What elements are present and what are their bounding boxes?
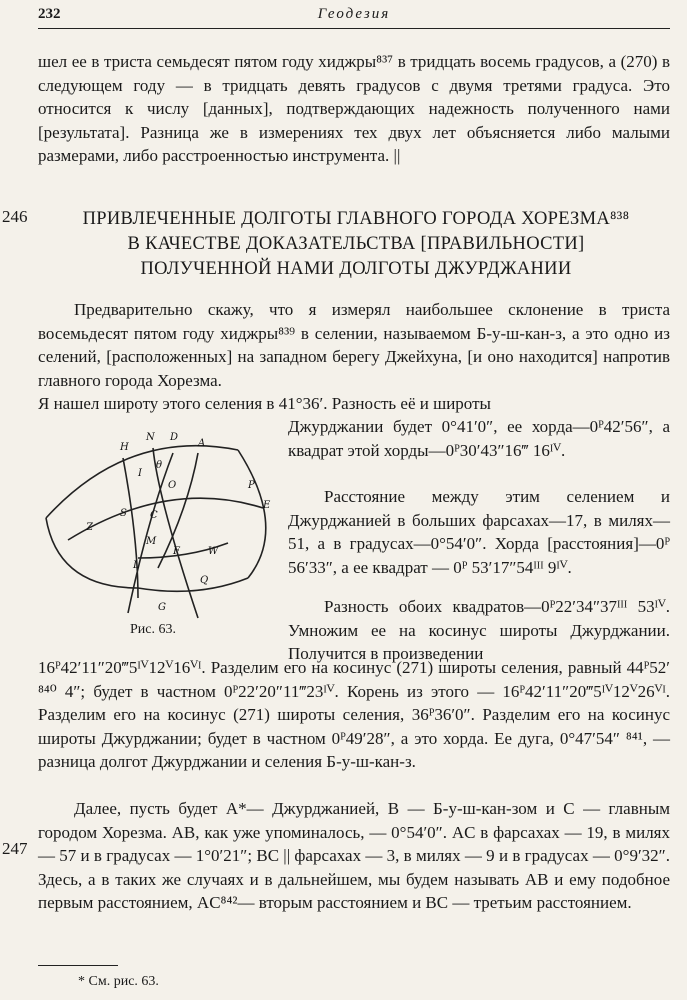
label-n: N [146, 432, 155, 443]
arc-meridian-2 [153, 448, 198, 618]
spherical-diagram [38, 428, 278, 628]
footnote: * См. рис. 63. [78, 974, 159, 989]
margin-number-247: 247 [2, 839, 28, 858]
header-rule [38, 28, 670, 29]
right-column-text-1: Джурджании будет 0°41′0″, ее хорда—0ᴾ42′56″, а квадрат этой хорды—0ᴾ30′43″16‴ 16ᴵⱽ. [288, 417, 670, 460]
page-number: 232 [38, 6, 61, 22]
paragraph-definitions: Далее, пусть будет A*— Джурджанией, B — Б-у-ш-кан-зом и C — главным городом Хорезма. AB, как уже упоминалось, — 0°54′0″. AC в фарсахах — 19, в милях — 57 и в градусах — 1°0′21″; BC || фарсахах — 3, в милях — 9 и в градусах — 0°9′32″. Здесь, а в таких же случаях и в дальнейшем, мы будем называть AB и ему подобное первым расстоянием, AC⁸⁴²— вторым расстоянием и BC — третьим расстоянием. [38, 799, 670, 912]
arc-outer-right [238, 450, 266, 578]
figure-caption: Рис. 63. [130, 622, 176, 637]
heading-line-2: В КАЧЕСТВЕ ДОКАЗАТЕЛЬСТВА [ПРАВИЛЬНОСТИ] [127, 234, 585, 254]
paragraph-computation: 16ᴾ42′11″20‴5ᴵⱽ12ⱽ16ⱽᴵ. Разделим его на косинус (271) широты селения, равный 44ᴾ52′ ⁸⁴⁰ 4″; будет в частном 0ᴾ22′20″11‴23ᴵⱽ. Корень из этого — 16ᴾ42′11″20‴5ᴵⱽ12ⱽ26ⱽᴵ. Разделим его на косинус (271) широты селения, 36ᴾ36′0″. Разделим его на косинус широты Джурджании; будет в частном 0ᴾ49′28″, а это хорда. Ее дуга, 0°47′54″ ⁸⁴¹, — разница долгот Джурджании и селения Б-у-ш-кан-з. [38, 658, 670, 771]
label-a: A [198, 438, 206, 449]
paragraph-continuation: шел ее в триста семьдесят пятом году хиджры⁸³⁷ в тридцать восемь градусов, а (270) в следующем году — в тридцать девять градусов с двумя третями градуса. Это относится к числу [данных], подтверждающих надежность полученного нами [результата]. Разница же в измерениях тех двух лет объясняется либо малыми размерами, либо расстроенностью инструмента. || [38, 52, 670, 165]
label-m: M [146, 536, 157, 547]
label-p: P [248, 480, 255, 491]
section-heading [46, 207, 666, 282]
label-g: G [158, 602, 166, 613]
right-column-text-3: Разность обоих квадратов—0ᴾ22′34″37ᴵᴵᴵ 53ᴵⱽ. Умножим ее на косинус широты Джурджании. Получится в произведении [288, 597, 670, 663]
footnote-rule [38, 965, 118, 966]
label-i: I [138, 468, 142, 479]
arc-outer-bottom [138, 578, 248, 591]
margin-number-246: 246 [2, 207, 28, 226]
running-header [38, 6, 670, 28]
label-theta: θ [156, 460, 163, 471]
arc-middle [68, 498, 263, 540]
figure-63-diagram [38, 428, 278, 628]
heading-line-3: ПОЛУЧЕННОЙ НАМИ ДОЛГОТЫ ДЖУРДЖАНИИ [140, 259, 572, 279]
label-e: E [263, 500, 271, 511]
label-s: S [120, 508, 127, 519]
label-h: H [120, 442, 129, 453]
label-q: Q [200, 575, 209, 586]
label-w: W [208, 546, 219, 557]
label-d: D [170, 432, 179, 443]
right-column-text-2: Расстояние между этим селением и Джурджанией в больших фарсахах—17, в милях—51, а в градусах—0°54′0″. Хорда [расстояния]—0ᴾ 56′33″, а ее квадрат — 0ᴾ 53′17″54ᴵᴵᴵ 9ᴵⱽ. [288, 487, 670, 577]
paragraph-intro: Предварительно скажу, что я измерял наибольшее склонение в триста восемьдесят пятом году хиджры⁸³⁹ в селении, называемом Б-у-ш-кан-з, а это одно из селений, [расположенных] на западном берегу Джейхуна, [и оно находится] напротив главного города Хорезма. [38, 300, 670, 390]
running-title: Геодезия [317, 6, 391, 22]
label-f: F [173, 546, 180, 557]
label-l: L [133, 560, 140, 571]
heading-line-1: ПРИВЛЕЧЕННЫЕ ДОЛГОТЫ ГЛАВНОГО ГОРОДА ХОРЕЗМА⁸³⁸ [82, 209, 630, 229]
paragraph-latitude: Я нашел широту этого селения в 41°36′. Разность её и широты [38, 394, 491, 413]
label-o: O [168, 480, 177, 491]
label-c: C [150, 510, 158, 521]
label-z: Z [86, 522, 93, 533]
